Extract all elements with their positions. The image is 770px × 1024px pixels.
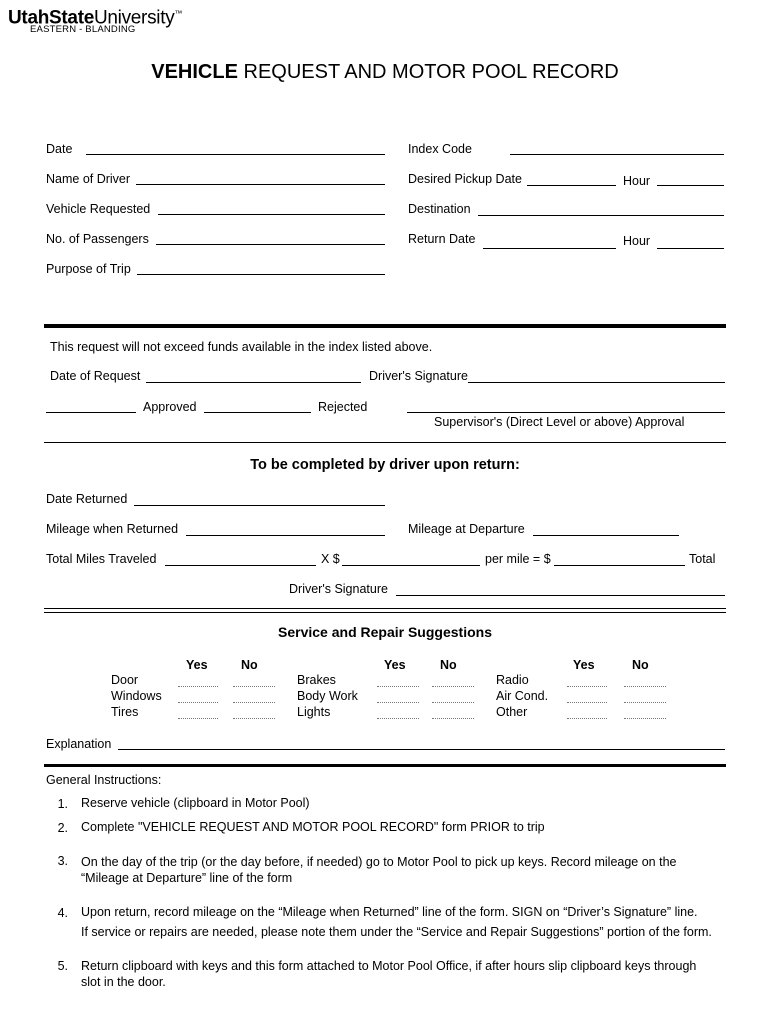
date-returned-field[interactable] bbox=[134, 505, 385, 506]
col1-yes-header: Yes bbox=[186, 658, 208, 672]
air-cond-yes-field[interactable] bbox=[567, 702, 607, 703]
vehicle-requested-field[interactable] bbox=[158, 214, 385, 215]
return-driver-signature-field[interactable] bbox=[396, 595, 725, 596]
body-work-no-field[interactable] bbox=[432, 702, 474, 703]
logo-trademark: ™ bbox=[174, 9, 183, 18]
instruction-1-number: 1. bbox=[57, 797, 68, 811]
supervisor-approval-label: Supervisor's (Direct Level or above) Approval bbox=[434, 415, 685, 429]
instruction-4-number: 4. bbox=[57, 906, 68, 920]
other-yes-field[interactable] bbox=[567, 718, 607, 719]
body-work-label: Body Work bbox=[297, 689, 358, 703]
total-miles-field[interactable] bbox=[165, 565, 316, 566]
col3-no-header: No bbox=[632, 658, 649, 672]
rejected-label: Rejected bbox=[318, 400, 368, 414]
instruction-5-number: 5. bbox=[57, 959, 68, 973]
explanation-field[interactable] bbox=[118, 749, 725, 750]
lights-no-field[interactable] bbox=[432, 718, 474, 719]
date-field[interactable] bbox=[86, 154, 385, 155]
approved-label: Approved bbox=[143, 400, 197, 414]
rate-per-mile-field[interactable] bbox=[342, 565, 480, 566]
lights-yes-field[interactable] bbox=[377, 718, 419, 719]
return-hour-field[interactable] bbox=[657, 248, 724, 249]
door-no-field[interactable] bbox=[233, 686, 275, 687]
rate-dollar-label: X $ bbox=[321, 552, 340, 566]
other-label: Other bbox=[496, 705, 528, 719]
rejected-field[interactable] bbox=[204, 412, 311, 413]
return-hour-label: Hour bbox=[623, 234, 651, 248]
desired-pickup-field[interactable] bbox=[527, 185, 616, 186]
approved-field[interactable] bbox=[46, 412, 136, 413]
logo-campus: EASTERN - BLANDING bbox=[30, 24, 136, 35]
pickup-hour-field[interactable] bbox=[657, 185, 724, 186]
total-miles-label: Total Miles Traveled bbox=[46, 552, 157, 566]
instruction-5-line-1: Return clipboard with keys and this form attached to Motor Pool Office, if after hours slip clipboard keys through bbox=[81, 959, 697, 973]
service-section-heading: Service and Repair Suggestions bbox=[278, 624, 492, 640]
logo-brand-regular: University bbox=[93, 7, 175, 29]
return-date-field[interactable] bbox=[483, 248, 616, 249]
instruction-5-line-2: slot in the door. bbox=[81, 975, 166, 989]
desired-pickup-label: Desired Pickup Date bbox=[408, 172, 522, 186]
supervisor-approval-field[interactable] bbox=[407, 412, 725, 413]
door-yes-field[interactable] bbox=[178, 686, 218, 687]
passengers-label: No. of Passengers bbox=[46, 232, 149, 246]
mileage-departure-field[interactable] bbox=[533, 535, 679, 536]
air-cond-label: Air Cond. bbox=[496, 689, 549, 703]
per-mile-label: per mile = $ bbox=[485, 552, 551, 566]
index-code-field[interactable] bbox=[510, 154, 724, 155]
instruction-3-number: 3. bbox=[57, 854, 68, 868]
title-bold: VEHICLE bbox=[151, 61, 238, 83]
date-of-request-label: Date of Request bbox=[50, 369, 141, 383]
return-driver-signature-label: Driver's Signature bbox=[289, 582, 388, 596]
driver-name-label: Name of Driver bbox=[46, 172, 131, 186]
date-returned-label: Date Returned bbox=[46, 492, 128, 506]
body-work-yes-field[interactable] bbox=[377, 702, 419, 703]
page-title bbox=[0, 60, 770, 84]
total-label: Total bbox=[689, 552, 716, 566]
air-cond-no-field[interactable] bbox=[624, 702, 666, 703]
request-driver-signature-label: Driver's Signature bbox=[369, 369, 468, 383]
instructions-heading: General Instructions: bbox=[46, 773, 162, 787]
windows-yes-field[interactable] bbox=[178, 702, 218, 703]
section-divider bbox=[44, 442, 726, 443]
instruction-2-number: 2. bbox=[57, 821, 68, 835]
tires-no-field[interactable] bbox=[233, 718, 275, 719]
mileage-returned-field[interactable] bbox=[186, 535, 385, 536]
date-label: Date bbox=[46, 142, 73, 156]
door-label: Door bbox=[111, 673, 139, 687]
col2-no-header: No bbox=[440, 658, 457, 672]
instruction-4-line-1: Upon return, record mileage on the “Mileage when Returned” line of the form. SIGN on “Driver’s Signature” line. bbox=[81, 905, 698, 919]
vehicle-requested-label: Vehicle Requested bbox=[46, 202, 151, 216]
col1-no-header: No bbox=[241, 658, 258, 672]
section-divider-thick bbox=[44, 324, 726, 328]
title-rest: REQUEST AND MOTOR POOL RECORD bbox=[237, 61, 619, 83]
other-no-field[interactable] bbox=[624, 718, 666, 719]
purpose-field[interactable] bbox=[137, 274, 385, 275]
logo-brand-bold: UtahState bbox=[8, 7, 94, 29]
destination-label: Destination bbox=[408, 202, 471, 216]
double-divider bbox=[44, 608, 726, 613]
return-section-heading: To be completed by driver upon return: bbox=[250, 457, 520, 473]
lights-label: Lights bbox=[297, 705, 331, 719]
date-of-request-field[interactable] bbox=[146, 382, 361, 383]
instructions-divider bbox=[44, 764, 726, 767]
passengers-field[interactable] bbox=[156, 244, 385, 245]
driver-name-field[interactable] bbox=[136, 184, 385, 185]
tires-label: Tires bbox=[111, 705, 139, 719]
col3-yes-header: Yes bbox=[573, 658, 595, 672]
brakes-yes-field[interactable] bbox=[377, 686, 419, 687]
index-code-label: Index Code bbox=[408, 142, 472, 156]
return-date-label: Return Date bbox=[408, 232, 476, 246]
purpose-label: Purpose of Trip bbox=[46, 262, 131, 276]
instruction-2-line-1: Complete "VEHICLE REQUEST AND MOTOR POOL RECORD" form PRIOR to trip bbox=[81, 820, 545, 834]
tires-yes-field[interactable] bbox=[178, 718, 218, 719]
brakes-label: Brakes bbox=[297, 673, 336, 687]
instruction-1-line-1: Reserve vehicle (clipboard in Motor Pool) bbox=[81, 796, 310, 810]
instruction-4-line-2: If service or repairs are needed, please note them under the “Service and Repair Suggestions” portion of the form. bbox=[81, 925, 712, 939]
mileage-returned-label: Mileage when Returned bbox=[46, 522, 179, 536]
mileage-departure-label: Mileage at Departure bbox=[408, 522, 525, 536]
destination-field[interactable] bbox=[478, 215, 724, 216]
windows-label: Windows bbox=[111, 689, 162, 703]
windows-no-field[interactable] bbox=[233, 702, 275, 703]
instruction-3-line-1: On the day of the trip (or the day before, if needed) go to Motor Pool to pick up keys. Record mileage on the bbox=[81, 855, 677, 869]
brakes-no-field[interactable] bbox=[432, 686, 474, 687]
total-cost-field[interactable] bbox=[554, 565, 685, 566]
radio-no-field[interactable] bbox=[624, 686, 666, 687]
request-driver-signature-field[interactable] bbox=[468, 382, 725, 383]
instruction-3-line-2: “Mileage at Departure” line of the form bbox=[81, 871, 293, 885]
pickup-hour-label: Hour bbox=[623, 174, 651, 188]
funds-notice: This request will not exceed funds available in the index listed above. bbox=[50, 340, 433, 354]
explanation-label: Explanation bbox=[46, 737, 112, 751]
radio-label: Radio bbox=[496, 673, 529, 687]
radio-yes-field[interactable] bbox=[567, 686, 607, 687]
col2-yes-header: Yes bbox=[384, 658, 406, 672]
